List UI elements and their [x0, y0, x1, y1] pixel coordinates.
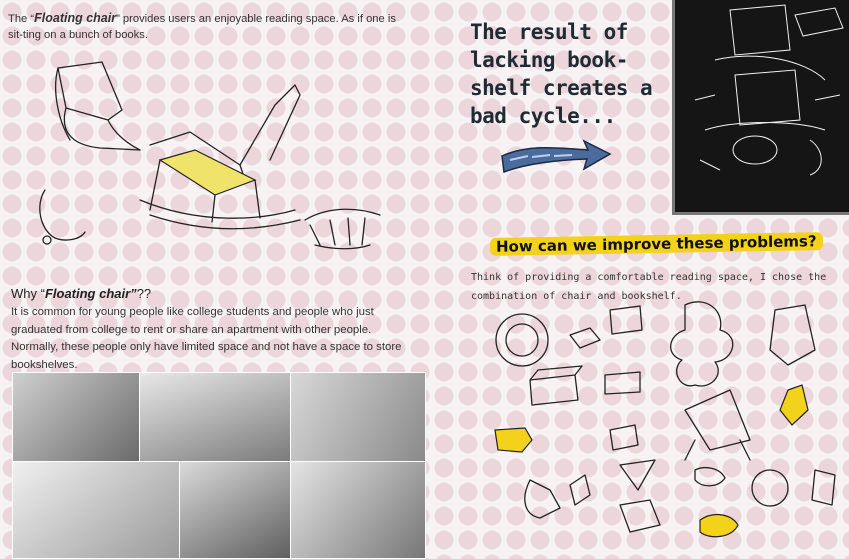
why-term: Floating chair” — [44, 286, 137, 301]
concept-sketches — [470, 300, 849, 557]
chair-sketch-detail — [305, 209, 380, 249]
question-heading: How can we improve these problems? — [490, 232, 823, 256]
room-photo — [139, 372, 291, 462]
intro-suffix: ” provides users an enjoyable reading space. As if one is sit-ting on a bunch of books. — [8, 13, 396, 41]
concept-sketch — [496, 306, 642, 405]
chair-sketches — [30, 50, 430, 255]
room-photo — [179, 461, 291, 559]
intro-prefix: The “ — [8, 13, 35, 25]
chair-sketch-side — [40, 190, 85, 244]
dark-sketch-panel — [672, 0, 849, 215]
chair-sketch-large — [140, 85, 300, 229]
result-heading: The result of lacking book-shelf creates a bad cycle... — [470, 20, 653, 128]
room-photo — [290, 461, 426, 559]
why-prefix: Why “ — [11, 286, 45, 301]
intro-term: Floating chair — [34, 11, 117, 25]
chair-sketch-small — [56, 62, 140, 150]
room-photo — [290, 372, 426, 462]
why-heading — [11, 286, 151, 301]
room-photo — [12, 372, 140, 462]
arrow-icon — [498, 138, 613, 178]
think-paragraph: Think of providing a comfortable reading space, I chose the combination of chair and bookshelf. — [471, 272, 827, 302]
concept-sketch — [671, 302, 815, 460]
concept-sketch — [525, 425, 835, 532]
room-photo — [12, 461, 180, 559]
intro-paragraph — [8, 10, 413, 43]
why-body: It is common for young people like college students and people who just graduated from college to rent or share an apartment with other people. Normally, these people only have limited space and not have a space to store bookshelves. — [11, 306, 402, 371]
why-suffix: ?? — [136, 286, 152, 301]
room-photo-grid — [12, 372, 424, 557]
